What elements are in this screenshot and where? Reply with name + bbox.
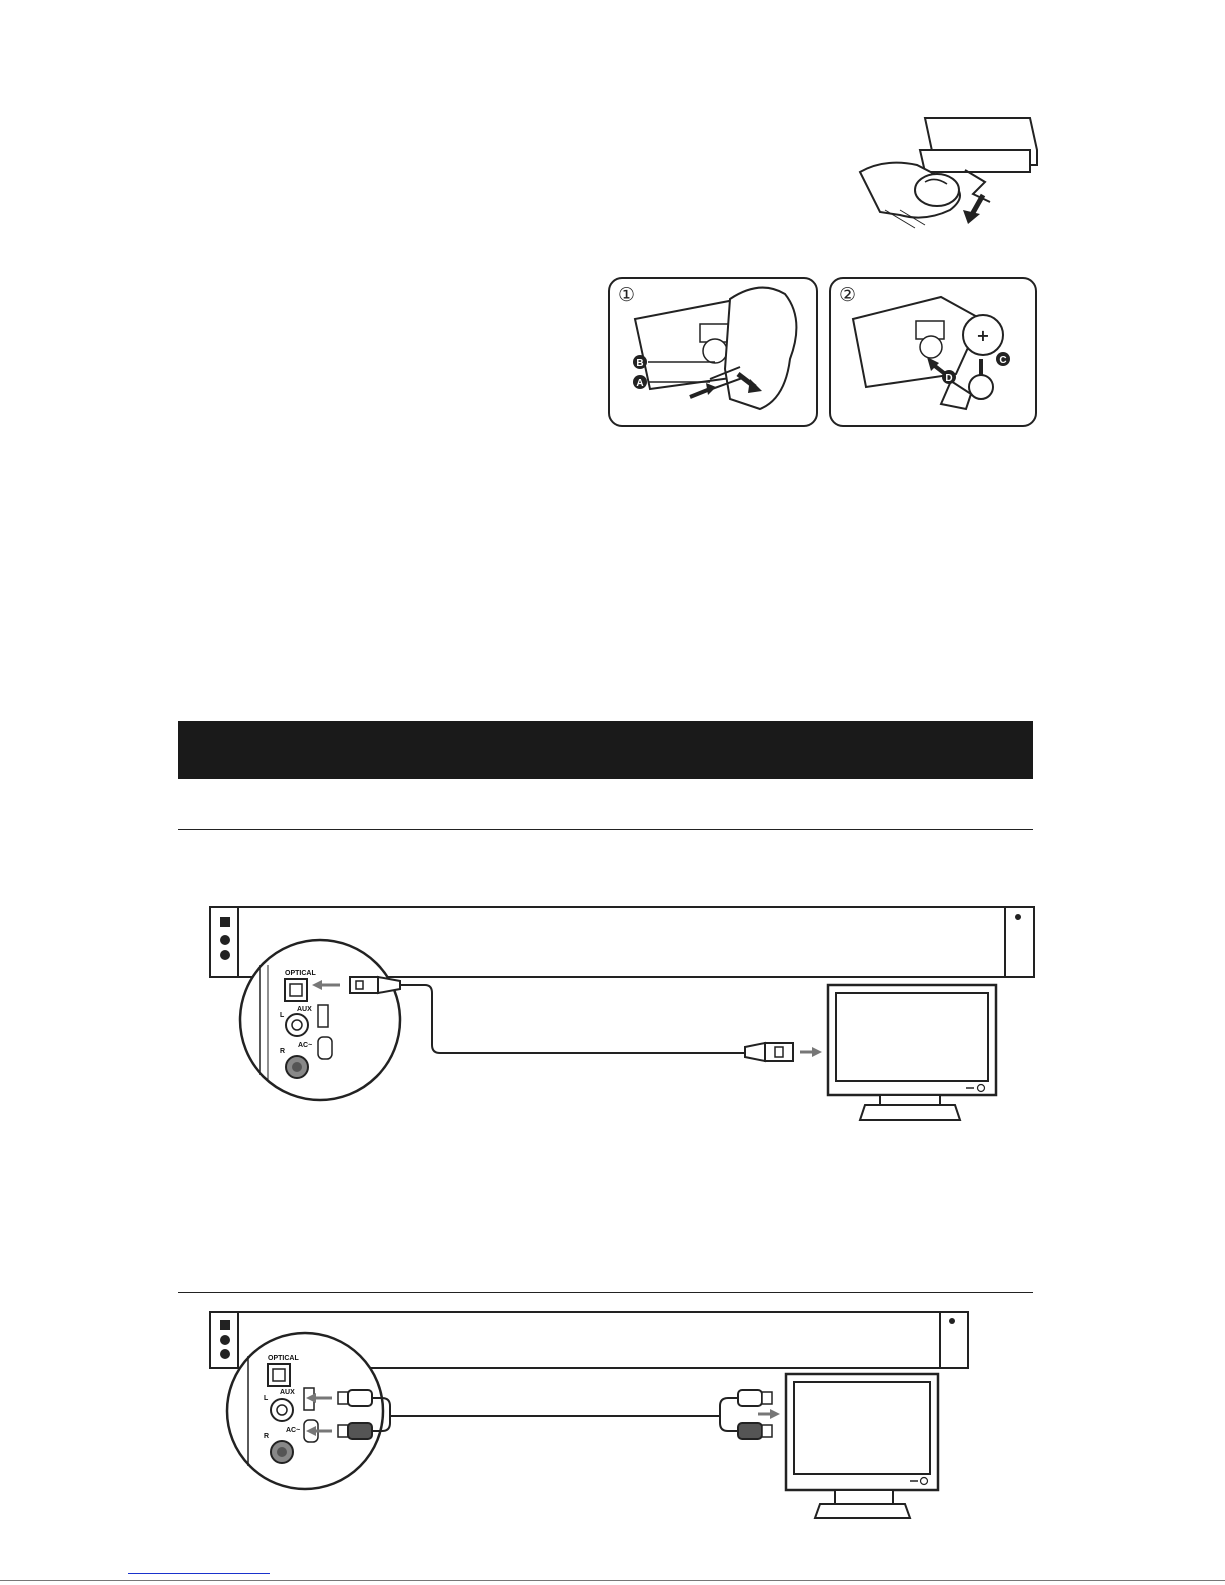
aux-label: AUX xyxy=(297,1006,312,1013)
footer-link-underline[interactable] xyxy=(128,1573,270,1574)
right-label: R xyxy=(280,1048,286,1055)
optical-label: OPTICAL xyxy=(285,970,316,977)
step2-number: ② xyxy=(839,284,857,306)
callout-c: C xyxy=(999,355,1007,366)
callout-d: D xyxy=(945,373,953,384)
optical-connection-diagram xyxy=(200,895,1050,1155)
step1-number: ① xyxy=(618,284,636,306)
aux-diagram-right-label: R xyxy=(264,1433,270,1440)
battery-step2-panel xyxy=(829,277,1037,427)
divider-1 xyxy=(178,829,1033,830)
aux-diagram-ac-label: AC~ xyxy=(286,1427,301,1434)
svg-text:+: + xyxy=(976,326,990,345)
remote-press-illustration xyxy=(855,110,1040,230)
ac-label: AC~ xyxy=(298,1042,313,1049)
divider-2 xyxy=(178,1292,1033,1293)
aux-diagram-optical-label: OPTICAL xyxy=(268,1355,299,1362)
footer-rule xyxy=(0,1580,1225,1581)
battery-step1-panel xyxy=(608,277,818,427)
callout-a: A xyxy=(636,378,644,389)
callout-b: B xyxy=(636,358,644,369)
aux-connection-diagram xyxy=(200,1306,990,1566)
section-header-bar xyxy=(178,721,1033,779)
left-label: L xyxy=(280,1012,285,1019)
aux-diagram-left-label: L xyxy=(264,1395,269,1402)
aux-diagram-aux-label: AUX xyxy=(280,1389,295,1396)
